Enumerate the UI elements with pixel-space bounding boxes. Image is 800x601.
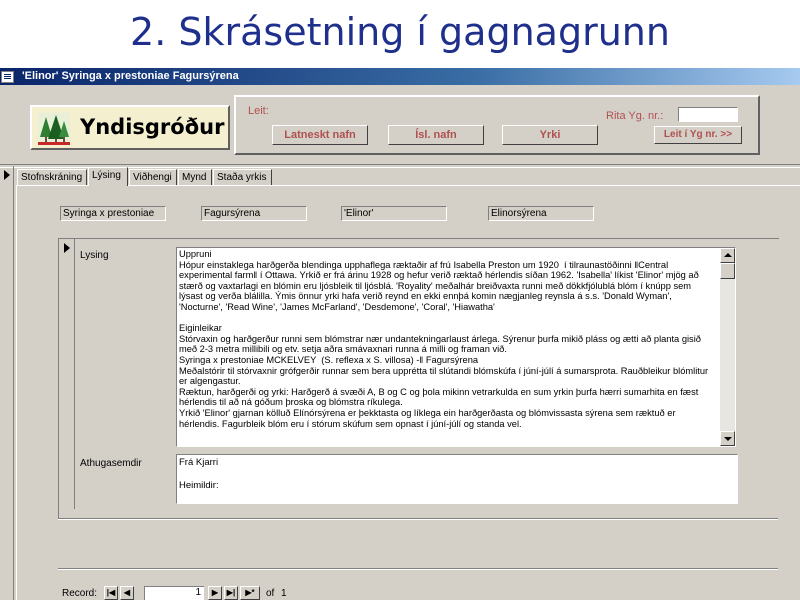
- record-label: Record:: [62, 588, 98, 599]
- icelandic-name-button[interactable]: Ísl. nafn: [388, 125, 484, 145]
- full-name-field[interactable]: Elinorsýrena: [488, 206, 594, 221]
- rita-yg-label: Rita Yg. nr.:: [606, 110, 664, 122]
- last-record-button[interactable]: ▶|: [224, 586, 238, 600]
- athugasemdir-text: [179, 458, 719, 491]
- record-of-label: of: [266, 588, 275, 599]
- logo-text: Yndisgróður: [80, 115, 225, 139]
- leit-yg-button[interactable]: Leit í Yg nr. >>: [654, 126, 742, 144]
- previous-record-button[interactable]: ◀: [120, 586, 134, 600]
- search-label: Leit:: [248, 105, 269, 117]
- lysing-paragraph: Uppruni: [179, 249, 212, 259]
- athugasemdir-label: Athugasemdir: [80, 458, 142, 469]
- yg-number-input[interactable]: [678, 107, 738, 122]
- subform-arrow-icon: [64, 243, 70, 253]
- subform-bottom-divider: [58, 518, 778, 520]
- lysing-memo[interactable]: [176, 247, 736, 447]
- latin-name-button[interactable]: Latneskt nafn: [272, 125, 368, 145]
- lysing-paragraph: Yrkið 'Elinor' gjarnan kölluð Elínórsýrena er þekktasta og líklega ein harðgerðasta og blómvissasta sýrena sem ræktuð er hérlendis. Fagurbleik blóm eru í stórum skúfum sem opnast í júní-júlí og standa vel.: [179, 407, 679, 429]
- cultivar-name-field[interactable]: 'Elinor': [341, 206, 447, 221]
- form-icon[interactable]: [1, 71, 14, 83]
- subform-record-selector[interactable]: [59, 239, 75, 509]
- current-record-arrow-icon: [4, 170, 10, 180]
- latin-name-field[interactable]: Syringa x prestoniae: [60, 206, 166, 221]
- form-header: [0, 85, 800, 164]
- logo: [30, 105, 230, 150]
- lysing-label: Lysing: [80, 250, 109, 261]
- icelandic-name-field[interactable]: Fagursýrena: [201, 206, 307, 221]
- scroll-down-icon: [724, 437, 732, 441]
- footer-divider: [58, 568, 778, 570]
- scroll-up-icon: [724, 253, 732, 257]
- lysing-paragraph: Stórvaxin og harðgerður runni sem blómstrar nær undantekningarlaust árlega. Sýrenur þurfa mikið pláss og ætti að planta gisið með 2-3 metra millibili og etv. setja aðra smávaxnari runna á milli og framan við.: [179, 333, 704, 355]
- record-number-input[interactable]: 1: [144, 586, 204, 600]
- slide-title: 2. Skrásetning í gagnagrunn: [130, 10, 670, 54]
- lysing-paragraph: Meðalstórir til stórvaxnir grófgerðir runnar sem bera upprétta til slútandi blómskúfa í júní-júlí á sumarsprota. Rauðbleikur blómlitur er algengastur.: [179, 365, 711, 387]
- athugasemdir-line1: Frá Kjarri: [179, 457, 219, 468]
- next-record-button[interactable]: ▶: [208, 586, 222, 600]
- record-selector[interactable]: [0, 166, 14, 600]
- lysing-paragraph: Syringa x prestoniae MCKELVEY (S. reflexa x S. villosa) -‖ Fagursýrena: [179, 354, 479, 365]
- new-record-button[interactable]: ▶*: [240, 586, 260, 600]
- scroll-thumb[interactable]: [720, 263, 735, 279]
- tab-mynd[interactable]: Mynd: [178, 169, 212, 185]
- lysing-paragraph: Eiginleikar: [179, 323, 222, 334]
- scroll-down-button[interactable]: [720, 431, 735, 446]
- tab-lysing[interactable]: Lýsing: [88, 167, 128, 186]
- first-record-button[interactable]: |◀: [104, 586, 118, 600]
- lysing-paragraph: [179, 313, 717, 324]
- lysing-scrollbar[interactable]: [720, 248, 735, 446]
- scroll-up-button[interactable]: [720, 248, 735, 263]
- athugasemdir-memo[interactable]: [176, 454, 738, 504]
- athugasemdir-line2: Heimildir:: [179, 479, 219, 491]
- tab-stofnskraning[interactable]: Stofnskráning: [17, 169, 87, 185]
- lysing-text: [179, 249, 717, 429]
- window-titlebar[interactable]: [0, 68, 800, 85]
- yrki-button[interactable]: Yrki: [502, 125, 598, 145]
- lysing-paragraph: Ræktun, harðgerði og yrki: Harðgerð á svæði A, B og C og þola mikinn vetrarkulda en sum yrkin þurfa hærri sumarhita en fæst hérlendis til að ná góðum þroska og blómstra ríkulega.: [179, 386, 701, 408]
- record-total: 1: [281, 588, 287, 599]
- tree-icon: [38, 113, 70, 145]
- tab-stada-yrkis[interactable]: Staða yrkis: [213, 169, 272, 185]
- tab-vidhengi[interactable]: Viðhengi: [129, 169, 177, 185]
- window-title: 'Elinor' Syringa x prestoniae Fagursýrena: [22, 70, 239, 82]
- search-panel: [234, 95, 760, 155]
- lysing-paragraph: Hópur einstaklega harðgerða blendinga upphaflega ræktaðir af frú Isabella Preston um 1920 í tilraunastöðinni ‖Central experimental farm‖ í Ottawa. Yrkið er frá árinu 1928 og hefur verið ræktað hérlendis síðan 1962. 'Isabella' líkist 'Elinor' mjög að stærð og vaxtarlagi en blómin eru ljósbleik til ljósblá. 'Royality' meðalhár breiðvaxta runni með dökkfjólublá blóm í knúpp sem lýsast og verða blálilla. Ýmis önnur yrki hafa verið reynd en ekki ennþá komin nægjanleg reynsla á s.s. 'Donald Wyman', 'Nocturne', 'Read Wine', 'James McFarland', 'Desdemone', 'Coral', 'Hiawatha': [179, 259, 702, 312]
